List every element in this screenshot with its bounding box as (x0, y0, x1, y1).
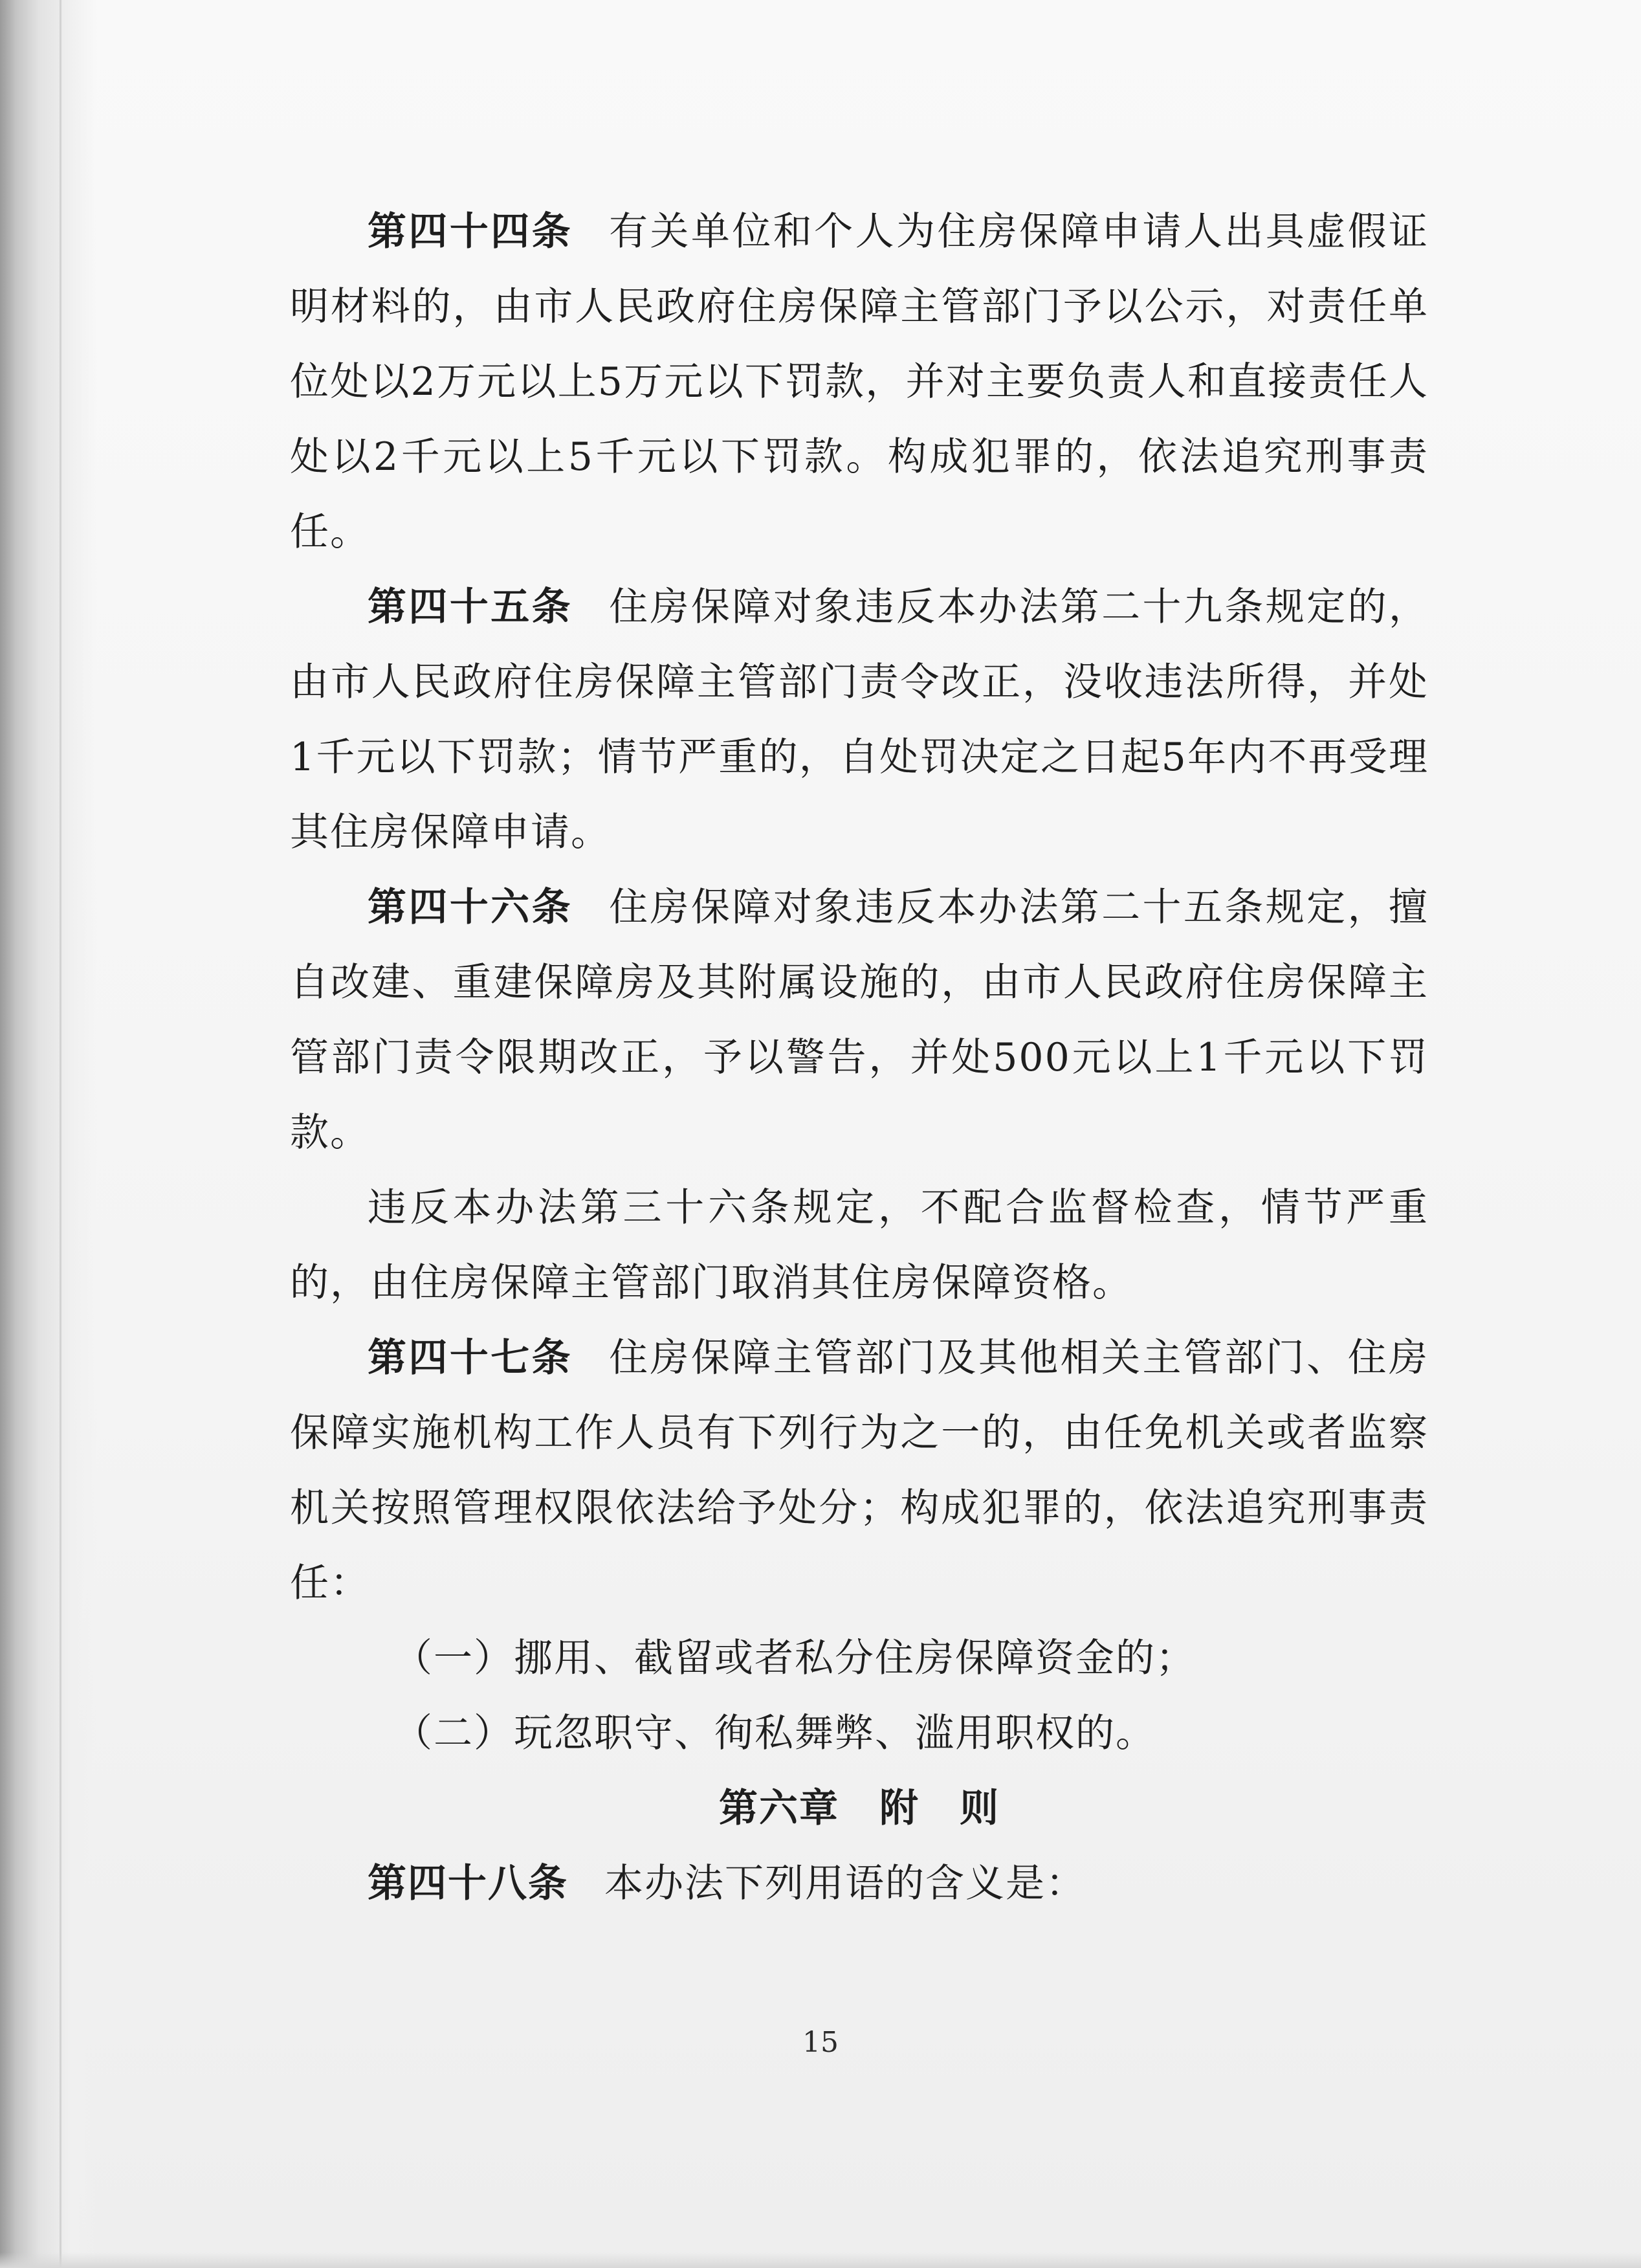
page-number: 15 (802, 2026, 839, 2059)
article-47-item-2: （二）玩忽职守、徇私舞弊、滥用职权的。 (393, 1711, 1156, 1756)
article-44 (290, 194, 1429, 570)
binding-shadow (0, 0, 97, 2268)
article-45-heading: 第四十五条 (368, 584, 573, 630)
article-44-text: 有关单位和个人为住房保障申请人出具虚假证明材料的，由市人民政府住房保障主管部门予以公示，对责任单位处以2万元以上5万元以下罚款，并对主要负责人和直接责任人处以2千元以上5千元以下罚款。构成犯罪的，依法追究刑事责任。 (290, 209, 1429, 555)
article-46 (290, 870, 1429, 1170)
article-45-text: 住房保障对象违反本办法第二十九条规定的，由市人民政府住房保障主管部门责令改正，没收违法所得，并处1千元以下罚款；情节严重的，自处罚决定之日起5年内不再受理其住房保障申请。 (290, 584, 1429, 855)
article-48 (290, 1846, 1429, 1921)
article-46-paragraph-2: 违反本办法第三十六条规定，不配合监督检查，情节严重的，由住房保障主管部门取消其住房保障资格。 (290, 1185, 1429, 1306)
binding-edge-line (60, 0, 61, 2268)
article-47-text: 住房保障主管部门及其他相关主管部门、住房保障实施机构工作人员有下列行为之一的，由任免机关或者监察机关按照管理权限依法给予处分；构成犯罪的，依法追究刑事责任： (290, 1335, 1429, 1606)
article-47-item-1: （一）挪用、截留或者私分住房保障资金的； (393, 1636, 1196, 1681)
article-46-text: 住房保障对象违反本办法第二十五条规定，擅自改建、重建保障房及其附属设施的，由市人民政府住房保障主管部门责令限期改正，予以警告，并处500元以上1千元以下罚款。 (290, 885, 1429, 1155)
document-body (290, 194, 1429, 1921)
chapter-heading: 第六章 附 则 (719, 1786, 1000, 1831)
article-48-text: 本办法下列用语的含义是： (604, 1861, 1086, 1906)
article-47 (290, 1320, 1429, 1621)
article-46-heading: 第四十六条 (368, 885, 573, 930)
article-47-heading: 第四十七条 (368, 1335, 573, 1381)
page-bottom-edge (0, 2252, 1641, 2268)
article-44-heading: 第四十四条 (368, 209, 573, 254)
article-48-heading: 第四十八条 (368, 1861, 568, 1906)
article-45 (290, 570, 1429, 870)
